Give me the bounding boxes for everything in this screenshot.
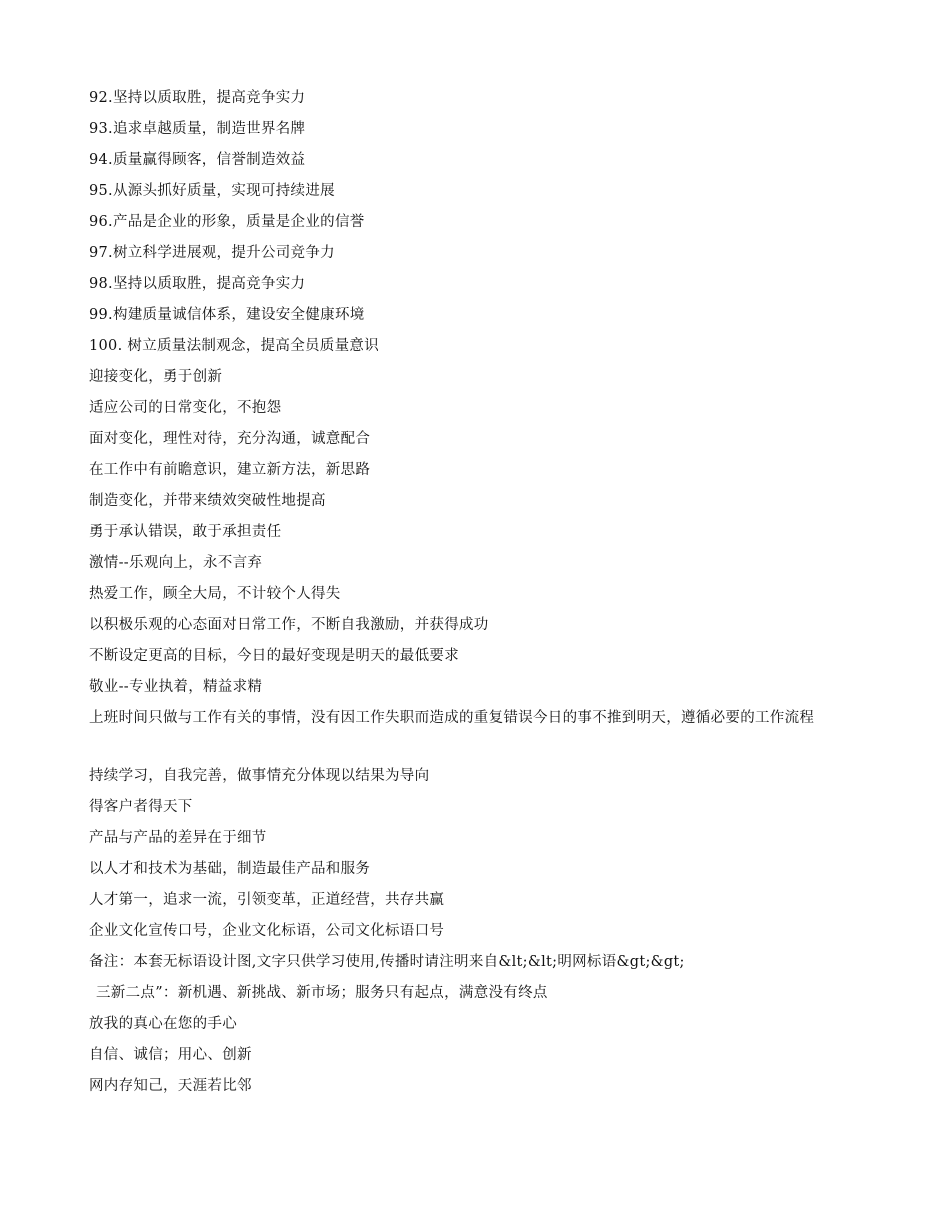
text-line: 持续学习，自我完善，做事情充分体现以结果为导向 xyxy=(89,768,430,784)
text-line: 激情--乐观向上，永不言弃 xyxy=(89,555,263,571)
text-line: 以人才和技术为基础，制造最佳产品和服务 xyxy=(89,861,371,877)
text-line: 勇于承认错误，敢于承担责任 xyxy=(89,524,282,540)
text-line: 92.坚持以质取胜，提高竞争实力 xyxy=(89,90,306,106)
text-line: 制造变化，并带来绩效突破性地提高 xyxy=(89,493,326,509)
text-line: 自信、诚信；用心、创新 xyxy=(89,1047,252,1063)
text-line: 99.构建质量诚信体系，建设安全健康环境 xyxy=(89,307,365,323)
text-line: 96.产品是企业的形象，质量是企业的信誉 xyxy=(89,214,365,230)
text-line-wrapped: 上班时间只做与工作有关的事情，没有因工作失职而造成的重复错误今日的事不推到明天，遵循必要的工作流程 xyxy=(89,710,815,726)
text-line: 迎接变化，勇于创新 xyxy=(89,369,223,385)
text-line: 100. 树立质量法制观念，提高全员质量意识 xyxy=(89,338,379,354)
text-line: 人才第一，追求一流，引领变革，正道经营，共存共赢 xyxy=(89,892,445,908)
text-line: 得客户者得天下 xyxy=(89,799,193,815)
text-line: 放我的真心在您的手心 xyxy=(89,1016,237,1032)
text-line: 94.质量赢得顾客，信誉制造效益 xyxy=(89,152,306,168)
text-line: 企业文化宣传口号，企业文化标语，公司文化标语口号 xyxy=(89,923,445,939)
text-line: 以积极乐观的心态面对日常工作，不断自我激励，并获得成功 xyxy=(89,617,489,633)
text-line: 95.从源头抓好质量，实现可持续进展 xyxy=(89,183,335,199)
text-line: 98.坚持以质取胜，提高竞争实力 xyxy=(89,276,306,292)
text-line: 热爱工作，顾全大局，不计较个人得失 xyxy=(89,586,341,602)
text-line: 产品与产品的差异在于细节 xyxy=(89,830,267,846)
text-line: 适应公司的日常变化，不抱怨 xyxy=(89,400,282,416)
document-body xyxy=(89,87,869,1106)
text-line: 不断设定更高的目标，今日的最好变现是明天的最低要求 xyxy=(89,648,459,664)
note-line: 备注：本套无标语设计图,文字只供学习使用,传播时请注明来自&lt;&lt;明网标语&gt;&gt; xyxy=(89,954,685,970)
text-line: 敬业--专业执着，精益求精 xyxy=(89,679,263,695)
text-line: 网内存知己，天涯若比邻 xyxy=(89,1078,252,1094)
text-line: 在工作中有前瞻意识，建立新方法，新思路 xyxy=(89,462,371,478)
text-line: 面对变化，理性对待，充分沟通，诚意配合 xyxy=(89,431,371,447)
text-line: 93.追求卓越质量，制造世界名牌 xyxy=(89,121,306,137)
text-line: 三新二点”：新机遇、新挑战、新市场；服务只有起点，满意没有终点 xyxy=(96,985,548,1001)
text-line: 97.树立科学进展观，提升公司竞争力 xyxy=(89,245,335,261)
